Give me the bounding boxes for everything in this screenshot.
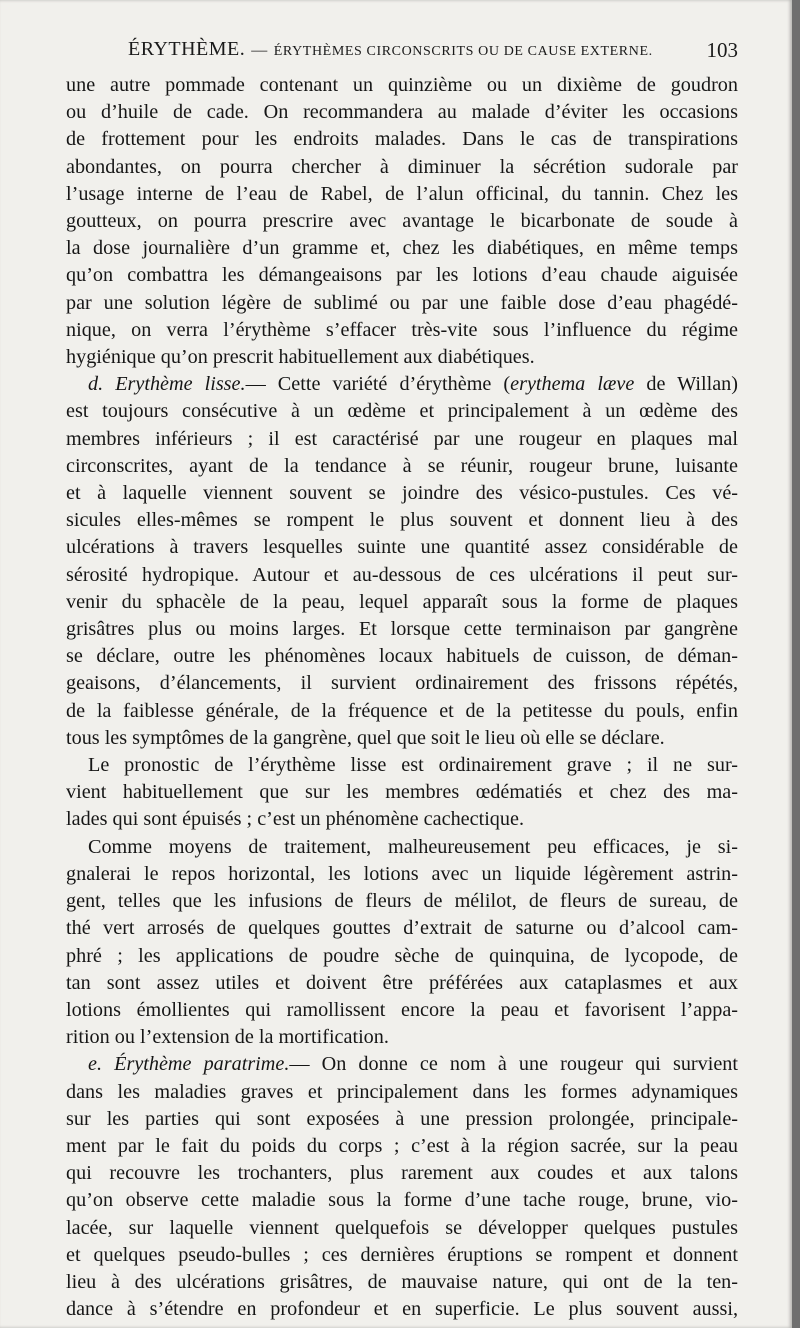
section-letter: e. — [88, 1053, 103, 1076]
text-line: thé vert arrosés de quelques gouttes d’extrait de saturne ou d’alcool cam- — [66, 917, 738, 940]
text-line: tous les symptômes de la gangrène, quel que soit le lieu où elle se déclare. — [66, 726, 665, 749]
text-line: lieu à des ulcérations grisâtres, de mauvaise nature, qui ont de la ten- — [66, 1270, 738, 1293]
text-line: est toujours consécutive à un œdème et principalement à un œdème des — [66, 400, 738, 423]
text-line: vient habituellement que sur les membres œdématiés et chez des ma- — [66, 781, 738, 804]
paragraph-traitement — [66, 834, 738, 1052]
text-line: rition ou l’extension de la mortification. — [66, 1026, 389, 1049]
text-line: et à laquelle viennent souvent se joindre des vésico-pustules. Ces vé- — [66, 482, 738, 505]
text-line: nique, on verra l’érythème s’effacer très-vite sous l’influence du régime — [66, 318, 738, 341]
paragraph-treatment-continued — [66, 72, 738, 371]
text-line: dans les maladies graves et principalement dans les formes adynamiques — [66, 1080, 738, 1103]
text-line: ulcérations à travers lesquelles suinte une quantité assez considérable de — [66, 536, 738, 559]
text-line: lotions émollientes qui ramollissent encore la peau et favorisent l’appa- — [66, 998, 738, 1021]
text-line: lades qui sont épuisés ; c’est un phénomène cachectique. — [66, 808, 524, 831]
section-title: Erythème lisse. — [115, 373, 246, 396]
running-title-main: ÉRYTHÈME. — [128, 38, 246, 60]
text-line: sérosité hydropique. Autour et au-dessous de ces ulcérations il peut sur- — [66, 563, 738, 586]
section-heading-line — [66, 371, 738, 398]
text-line: lacée, sur laquelle viennent quelquefois se développer quelques pustules — [66, 1216, 738, 1239]
text-line: Comme moyens de traitement, malheureusement peu efficaces, je si- — [88, 835, 738, 858]
section-letter: d. — [88, 373, 104, 396]
running-title-dash: — — [251, 42, 268, 59]
text-line: circonscrites, ayant de la tendance à se réunir, rougeur brune, luisante — [66, 454, 738, 477]
text-line: et quelques pseudo-bulles ; ces dernières éruptions se rompent et donnent — [66, 1243, 738, 1266]
text-line: phré ; les applications de poudre sèche de quinquina, de lycopode, de — [66, 944, 738, 967]
text-line: gnalerai le repos horizontal, les lotions avec un liquide légèrement astrin- — [66, 862, 738, 885]
text-line: hygiénique qu’on prescrit habituellement aux diabétiques. — [66, 346, 535, 369]
section-title: Érythème paratrime. — [114, 1053, 290, 1076]
text-line: Le pronostic de l’érythème lisse est ordinairement grave ; il ne sur- — [88, 754, 738, 777]
text-line: par une solution légère de sublimé ou par une faible dose d’eau phagédé- — [66, 291, 738, 314]
running-title-sub: ÉRYTHÈMES CIRCONSCRITS OU DE CAUSE EXTERNE. — [273, 44, 653, 59]
text-line: de la faiblesse générale, de la fréquence et de la petitesse du pouls, enfin — [66, 699, 738, 722]
section-lead-after: de Willan) — [634, 373, 738, 396]
text-line: l’usage interne de l’eau de Rabel, de l’alun officinal, du tannin. Chez les — [66, 182, 738, 205]
paragraph-erytheme-paratrime — [66, 1051, 738, 1323]
text-line: abondantes, on pourra chercher à diminuer la sécrétion sudorale par — [66, 155, 738, 178]
text-line: se déclare, outre les phénomènes locaux habituels de cuisson, de déman- — [66, 645, 738, 668]
body-text — [66, 72, 738, 1323]
text-line: de frottement pour les endroits malades. Dans le cas de transpirations — [66, 128, 738, 151]
text-line: la dose journalière d’un gramme et, chez les diabétiques, en même temps — [66, 237, 738, 260]
text-line: gent, telles que les infusions de fleurs de mélilot, de fleurs de sureau, de — [66, 890, 738, 913]
text-line: geaisons, d’élancements, il survient ordinairement des frissons répétés, — [66, 672, 738, 695]
text-line: une autre pommade contenant un quinzième ou un dixième de goudron — [66, 74, 738, 96]
text-line: qu’on observe cette maladie sous la forme d’une tache rouge, brune, vio- — [66, 1189, 738, 1212]
text-line: ment par le fait du poids du corps ; c’est à la région sacrée, sur la peau — [66, 1134, 738, 1157]
running-title — [128, 38, 653, 61]
paragraph-pronostic — [66, 752, 738, 834]
text-line: ou d’huile de cade. On recommandera au malade d’éviter les occasions — [66, 101, 738, 124]
paragraph-erytheme-lisse — [66, 371, 738, 752]
page-number: 103 — [706, 38, 738, 62]
section-heading-line — [66, 1051, 738, 1078]
text-line: qui recouvre les trochanters, plus rarement aux coudes et aux talons — [66, 1162, 738, 1185]
text-line: tan sont assez utiles et doivent être préférées aux cataplasmes et aux — [66, 971, 738, 994]
text-line: dance à s’étendre en profondeur et en superficie. Le plus souvent aussi, — [66, 1298, 738, 1321]
running-header — [66, 38, 738, 68]
text-line: membres inférieurs ; il est caractérisé par une rougeur en plaques mal — [66, 427, 738, 450]
section-lead-text: — Cette variété d’érythème ( — [245, 373, 511, 396]
text-line: goutteux, on pourra prescrire avec avantage le bicarbonate de soude à — [66, 210, 738, 233]
text-line: grisâtres plus ou moins larges. Et lorsque cette terminaison par gangrène — [66, 618, 738, 641]
text-line: venir du sphacèle de la peau, lequel apparaît sous la forme de plaques — [66, 590, 738, 613]
text-line: sicules elles-mêmes se rompent le plus souvent et donnent lieu à des — [66, 509, 738, 532]
text-line: qu’on combattra les démangeaisons par les lotions d’eau chaude aiguisée — [66, 264, 738, 287]
section-lead-text: — On donne ce nom à une rougeur qui survient — [289, 1053, 738, 1076]
text-line: sur les parties qui sont exposées à une pression prolongée, principale- — [66, 1107, 738, 1130]
latin-name: erythema læve — [510, 373, 635, 396]
